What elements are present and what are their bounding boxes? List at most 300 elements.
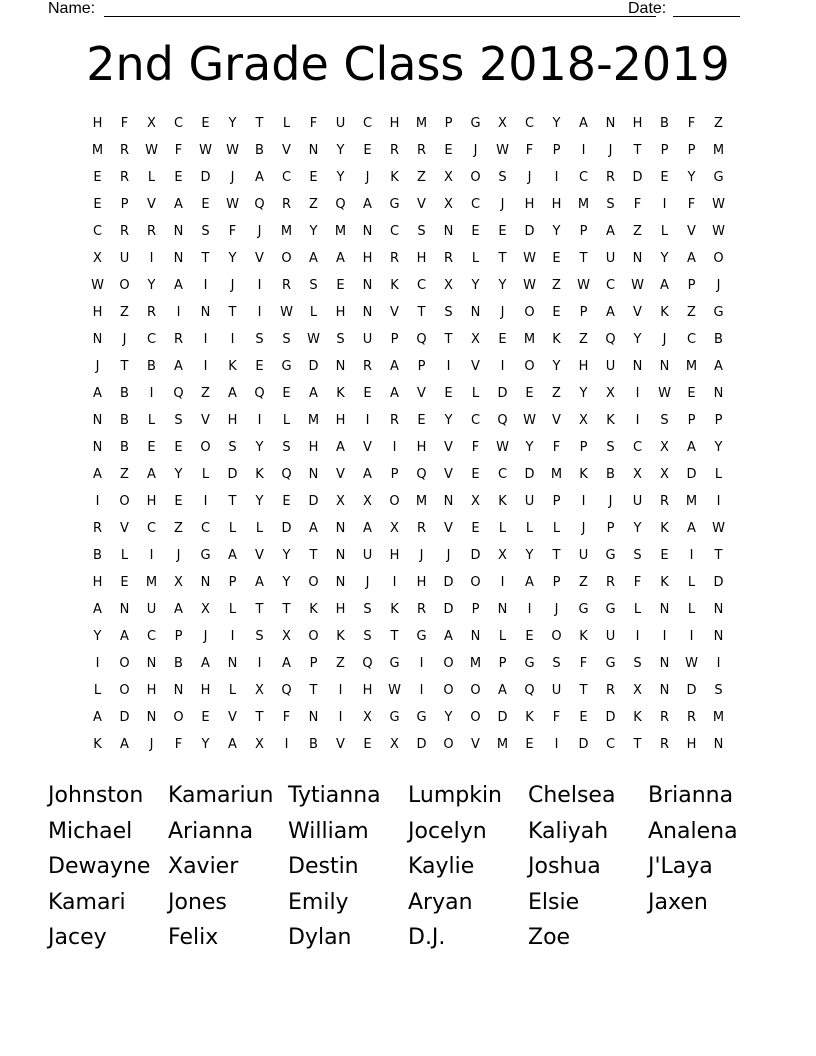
word-bank-item: J'Laya [648, 854, 713, 879]
grid-letter: V [417, 386, 426, 401]
grid-letter: E [552, 251, 561, 266]
grid-letter: C [200, 521, 211, 536]
grid-letter: F [525, 143, 534, 158]
grid-letter: R [362, 359, 373, 374]
grid-letter: B [714, 332, 723, 347]
grid-letter: G [389, 710, 400, 725]
grid-letter: D [686, 683, 697, 698]
grid-letter: R [605, 575, 616, 590]
grid-letter: G [605, 602, 616, 617]
grid-letter: M [685, 359, 698, 374]
grid-letter: O [173, 710, 184, 725]
grid-letter: Y [174, 467, 183, 482]
grid-letter: K [390, 278, 399, 293]
grid-letter: N [200, 575, 211, 590]
grid-letter: W [307, 332, 320, 347]
grid-letter: O [470, 170, 481, 185]
grid-letter: E [120, 575, 129, 590]
grid-letter: S [498, 170, 507, 185]
grid-letter: N [173, 251, 184, 266]
page-title: 2nd Grade Class 2018-2019 [86, 37, 730, 91]
grid-letter: J [446, 548, 451, 563]
grid-letter: R [389, 251, 400, 266]
grid-letter: J [365, 170, 370, 185]
grid-letter: E [174, 440, 183, 455]
grid-letter: E [687, 386, 696, 401]
grid-letter: T [228, 305, 237, 320]
grid-letter: Q [281, 683, 292, 698]
grid-letter: K [390, 602, 399, 617]
grid-letter: W [280, 305, 293, 320]
grid-letter: M [550, 467, 563, 482]
grid-letter: K [390, 170, 399, 185]
grid-letter: T [633, 143, 642, 158]
grid-letter: L [552, 521, 561, 536]
grid-letter: E [174, 170, 183, 185]
grid-letter: A [174, 602, 183, 617]
grid-letter: Y [309, 224, 318, 239]
grid-letter: X [444, 170, 453, 185]
grid-letter: O [443, 683, 454, 698]
word-bank-item: Dewayne [48, 854, 151, 879]
grid-letter: G [470, 116, 481, 131]
grid-row [84, 357, 732, 384]
grid-letter: Y [147, 278, 156, 293]
grid-row [84, 465, 732, 492]
grid-letter: P [552, 575, 561, 590]
grid-letter: Q [605, 332, 616, 347]
grid-letter: E [552, 305, 561, 320]
grid-letter: F [228, 224, 237, 239]
grid-letter: Y [552, 116, 561, 131]
word-bank-item: Chelsea [528, 783, 616, 808]
grid-letter: A [498, 683, 507, 698]
word-bank-item: Kaylie [408, 854, 475, 879]
grid-letter: K [660, 575, 669, 590]
grid-letter: L [660, 224, 669, 239]
grid-letter: M [685, 494, 698, 509]
grid-letter: A [363, 197, 372, 212]
grid-letter: N [470, 305, 481, 320]
grid-letter: A [363, 467, 372, 482]
grid-letter: T [714, 548, 723, 563]
grid-letter: W [199, 143, 212, 158]
grid-letter: I [689, 548, 694, 563]
grid-letter: E [201, 116, 210, 131]
grid-letter: R [281, 197, 292, 212]
word-bank-item: Destin [288, 854, 359, 879]
grid-letter: C [281, 170, 292, 185]
grid-letter: P [174, 629, 183, 644]
grid-letter: R [659, 710, 670, 725]
grid-letter: B [120, 386, 129, 401]
date-label: Date: [628, 0, 667, 17]
grid-letter: M [469, 656, 482, 671]
grid-letter: I [203, 494, 208, 509]
grid-letter: B [120, 440, 129, 455]
grid-letter: H [389, 116, 400, 131]
grid-letter: Z [633, 224, 642, 239]
grid-letter: H [335, 413, 346, 428]
grid-letter: S [201, 224, 210, 239]
grid-letter: A [228, 386, 237, 401]
grid-letter: I [500, 359, 505, 374]
word-bank-item: Jones [168, 889, 227, 915]
grid-letter: X [390, 737, 399, 752]
grid-letter: R [389, 413, 400, 428]
grid-letter: D [281, 521, 292, 536]
grid-letter: L [228, 683, 237, 698]
grid-letter: E [525, 386, 534, 401]
grid-letter: A [336, 251, 345, 266]
grid-letter: A [93, 386, 102, 401]
grid-letter: O [713, 251, 724, 266]
grid-letter: O [470, 683, 481, 698]
grid-letter: W [496, 440, 509, 455]
grid-letter: L [282, 116, 291, 131]
grid-letter: N [632, 359, 643, 374]
grid-letter: U [362, 332, 373, 347]
grid-letter: G [389, 197, 400, 212]
grid-letter: U [632, 494, 643, 509]
grid-letter: L [147, 413, 156, 428]
grid-letter: C [416, 278, 427, 293]
grid-letter: I [662, 197, 667, 212]
grid-letter: T [417, 305, 426, 320]
grid-letter: H [146, 683, 157, 698]
grid-letter: I [635, 386, 640, 401]
grid-letter: I [392, 575, 397, 590]
grid-letter: R [659, 494, 670, 509]
grid-letter: N [362, 278, 373, 293]
grid-letter: U [119, 251, 130, 266]
grid-letter: K [93, 737, 102, 752]
grid-letter: X [471, 332, 480, 347]
grid-letter: A [390, 386, 399, 401]
grid-letter: K [336, 629, 345, 644]
grid-letter: Z [417, 170, 426, 185]
grid-letter: S [228, 440, 237, 455]
grid-letter: O [443, 737, 454, 752]
grid-letter: E [282, 386, 291, 401]
grid-letter: E [363, 386, 372, 401]
grid-letter: Y [633, 521, 642, 536]
grid-letter: V [336, 737, 345, 752]
grid-letter: L [255, 521, 264, 536]
grid-letter: D [524, 467, 535, 482]
grid-letter: N [632, 251, 643, 266]
word-bank-item: Analena [648, 818, 738, 844]
grid-letter: X [147, 116, 156, 131]
grid-letter: I [203, 278, 208, 293]
grid-letter: K [336, 386, 345, 401]
word-bank-item: Joshua [528, 854, 601, 879]
grid-letter: I [203, 359, 208, 374]
grid-row [84, 546, 732, 573]
grid-letter: A [687, 521, 696, 536]
grid-letter: A [525, 575, 534, 590]
grid-letter: X [201, 602, 210, 617]
grid-letter: I [554, 170, 559, 185]
grid-letter: I [338, 683, 343, 698]
grid-letter: A [201, 656, 210, 671]
grid-letter: T [579, 251, 588, 266]
grid-letter: J [230, 170, 235, 185]
grid-letter: Q [416, 467, 427, 482]
grid-letter: G [416, 629, 427, 644]
grid-letter: T [579, 683, 588, 698]
grid-letter: A [93, 467, 102, 482]
grid-letter: M [415, 116, 428, 131]
grid-letter: P [444, 116, 453, 131]
grid-letter: X [93, 251, 102, 266]
grid-letter: X [363, 710, 372, 725]
grid-letter: N [470, 629, 481, 644]
grid-row [84, 276, 732, 303]
grid-letter: C [146, 629, 157, 644]
grid-letter: Y [525, 548, 534, 563]
grid-letter: E [93, 170, 102, 185]
grid-letter: W [712, 224, 725, 239]
grid-letter: I [257, 413, 262, 428]
grid-letter: L [228, 521, 237, 536]
grid-letter: S [660, 413, 669, 428]
grid-row [84, 168, 732, 195]
grid-letter: S [606, 440, 615, 455]
grid-letter: A [363, 521, 372, 536]
grid-letter: V [687, 224, 696, 239]
grid-letter: I [95, 494, 100, 509]
grid-row [84, 384, 732, 411]
grid-letter: K [579, 467, 588, 482]
grid-letter: M [307, 413, 320, 428]
grid-letter: X [390, 521, 399, 536]
grid-letter: I [230, 629, 235, 644]
grid-letter: N [146, 656, 157, 671]
grid-letter: I [230, 332, 235, 347]
grid-letter: T [282, 602, 291, 617]
grid-row [84, 411, 732, 438]
grid-letter: S [363, 629, 372, 644]
grid-letter: W [712, 197, 725, 212]
grid-letter: E [255, 359, 264, 374]
grid-letter: H [227, 413, 238, 428]
grid-letter: H [92, 575, 103, 590]
grid-letter: A [147, 467, 156, 482]
grid-letter: Q [416, 332, 427, 347]
grid-letter: E [498, 224, 507, 239]
grid-letter: I [203, 332, 208, 347]
grid-letter: M [91, 143, 104, 158]
grid-letter: O [470, 710, 481, 725]
grid-letter: Y [282, 575, 291, 590]
grid-letter: Y [336, 143, 345, 158]
grid-letter: J [257, 224, 262, 239]
grid-letter: X [606, 386, 615, 401]
word-bank [48, 781, 768, 959]
grid-letter: R [416, 143, 427, 158]
grid-letter: F [174, 143, 183, 158]
grid-row [84, 627, 732, 654]
grid-row [84, 708, 732, 735]
grid-letter: H [335, 305, 346, 320]
grid-letter: H [551, 197, 562, 212]
grid-letter: N [308, 467, 319, 482]
grid-letter: I [95, 656, 100, 671]
grid-letter: A [309, 521, 318, 536]
grid-letter: F [282, 710, 291, 725]
grid-letter: C [605, 278, 616, 293]
word-bank-item: Kaliyah [528, 818, 609, 844]
grid-row [84, 681, 732, 708]
grid-letter: F [633, 197, 642, 212]
grid-letter: D [497, 386, 508, 401]
grid-letter: P [498, 656, 507, 671]
grid-letter: N [173, 683, 184, 698]
grid-letter: E [471, 467, 480, 482]
grid-letter: N [713, 602, 724, 617]
grid-letter: P [714, 413, 723, 428]
grid-letter: P [471, 602, 480, 617]
grid-letter: H [416, 251, 427, 266]
grid-letter: X [633, 683, 642, 698]
grid-letter: W [685, 656, 698, 671]
grid-letter: L [282, 413, 291, 428]
grid-letter: B [255, 143, 264, 158]
grid-letter: A [309, 251, 318, 266]
grid-letter: C [146, 332, 157, 347]
grid-letter: I [284, 737, 289, 752]
grid-row [84, 735, 732, 762]
grid-letter: V [201, 413, 210, 428]
grid-letter: E [660, 548, 669, 563]
grid-letter: H [632, 116, 643, 131]
grid-letter: G [605, 548, 616, 563]
grid-letter: K [498, 494, 507, 509]
grid-letter: I [581, 143, 586, 158]
grid-letter: J [581, 521, 586, 536]
grid-letter: L [471, 251, 480, 266]
grid-letter: D [416, 737, 427, 752]
grid-letter: E [363, 737, 372, 752]
grid-letter: Y [255, 494, 264, 509]
grid-letter: N [92, 413, 103, 428]
grid-letter: I [662, 629, 667, 644]
grid-letter: S [633, 548, 642, 563]
grid-letter: X [255, 737, 264, 752]
grid-letter: L [201, 467, 210, 482]
grid-letter: O [524, 305, 535, 320]
grid-letter: I [338, 710, 343, 725]
grid-letter: Y [660, 251, 669, 266]
grid-row [84, 114, 732, 141]
grid-letter: E [525, 737, 534, 752]
grid-letter: S [309, 278, 318, 293]
grid-letter: S [444, 305, 453, 320]
grid-letter: Y [633, 332, 642, 347]
grid-letter: D [443, 575, 454, 590]
grid-letter: B [93, 548, 102, 563]
grid-letter: S [633, 656, 642, 671]
grid-letter: F [471, 440, 480, 455]
grid-letter: R [119, 170, 130, 185]
grid-letter: M [334, 224, 347, 239]
grid-letter: X [633, 467, 642, 482]
word-bank-item: Xavier [168, 854, 239, 879]
grid-letter: Y [201, 737, 210, 752]
grid-letter: D [497, 710, 508, 725]
grid-letter: V [282, 143, 291, 158]
grid-letter: U [335, 116, 346, 131]
word-bank-item: Lumpkin [408, 783, 503, 808]
grid-letter: F [552, 710, 561, 725]
grid-letter: X [444, 278, 453, 293]
grid-letter: I [500, 575, 505, 590]
grid-letter: Y [714, 440, 723, 455]
word-bank-item: Tytianna [288, 783, 381, 808]
grid-row [84, 303, 732, 330]
grid-letter: X [363, 494, 372, 509]
grid-letter: I [176, 305, 181, 320]
grid-letter: I [365, 413, 370, 428]
grid-letter: I [419, 683, 424, 698]
grid-letter: R [443, 251, 454, 266]
grid-letter: U [146, 602, 157, 617]
grid-letter: V [444, 521, 453, 536]
grid-letter: W [523, 413, 536, 428]
grid-letter: W [712, 521, 725, 536]
grid-letter: D [443, 602, 454, 617]
grid-letter: R [92, 521, 103, 536]
grid-letter: N [335, 575, 346, 590]
grid-letter: D [470, 548, 481, 563]
grid-letter: N [659, 359, 670, 374]
grid-letter: H [308, 440, 319, 455]
grid-letter: O [200, 440, 211, 455]
grid-letter: E [363, 143, 372, 158]
grid-letter: F [579, 656, 588, 671]
grid-letter: T [255, 116, 264, 131]
grid-letter: X [282, 629, 291, 644]
grid-letter: T [309, 548, 318, 563]
grid-letter: A [120, 737, 129, 752]
grid-letter: P [552, 143, 561, 158]
grid-letter: Z [714, 116, 723, 131]
grid-letter: S [336, 332, 345, 347]
grid-letter: Q [524, 683, 535, 698]
grid-letter: O [470, 575, 481, 590]
grid-letter: G [389, 656, 400, 671]
grid-letter: Y [687, 170, 696, 185]
grid-letter: Y [471, 278, 480, 293]
grid-letter: N [92, 440, 103, 455]
grid-letter: E [525, 629, 534, 644]
grid-letter: F [174, 737, 183, 752]
grid-letter: O [308, 629, 319, 644]
grid-letter: P [579, 440, 588, 455]
grid-letter: I [635, 629, 640, 644]
word-bank-item: Emily [288, 889, 349, 915]
grid-letter: Q [254, 386, 265, 401]
grid-letter: Q [173, 386, 184, 401]
grid-letter: D [632, 170, 643, 185]
grid-letter: R [416, 602, 427, 617]
grid-letter: K [309, 602, 318, 617]
grid-letter: N [659, 656, 670, 671]
grid-letter: A [255, 575, 264, 590]
grid-letter: N [146, 710, 157, 725]
grid-letter: I [149, 386, 154, 401]
